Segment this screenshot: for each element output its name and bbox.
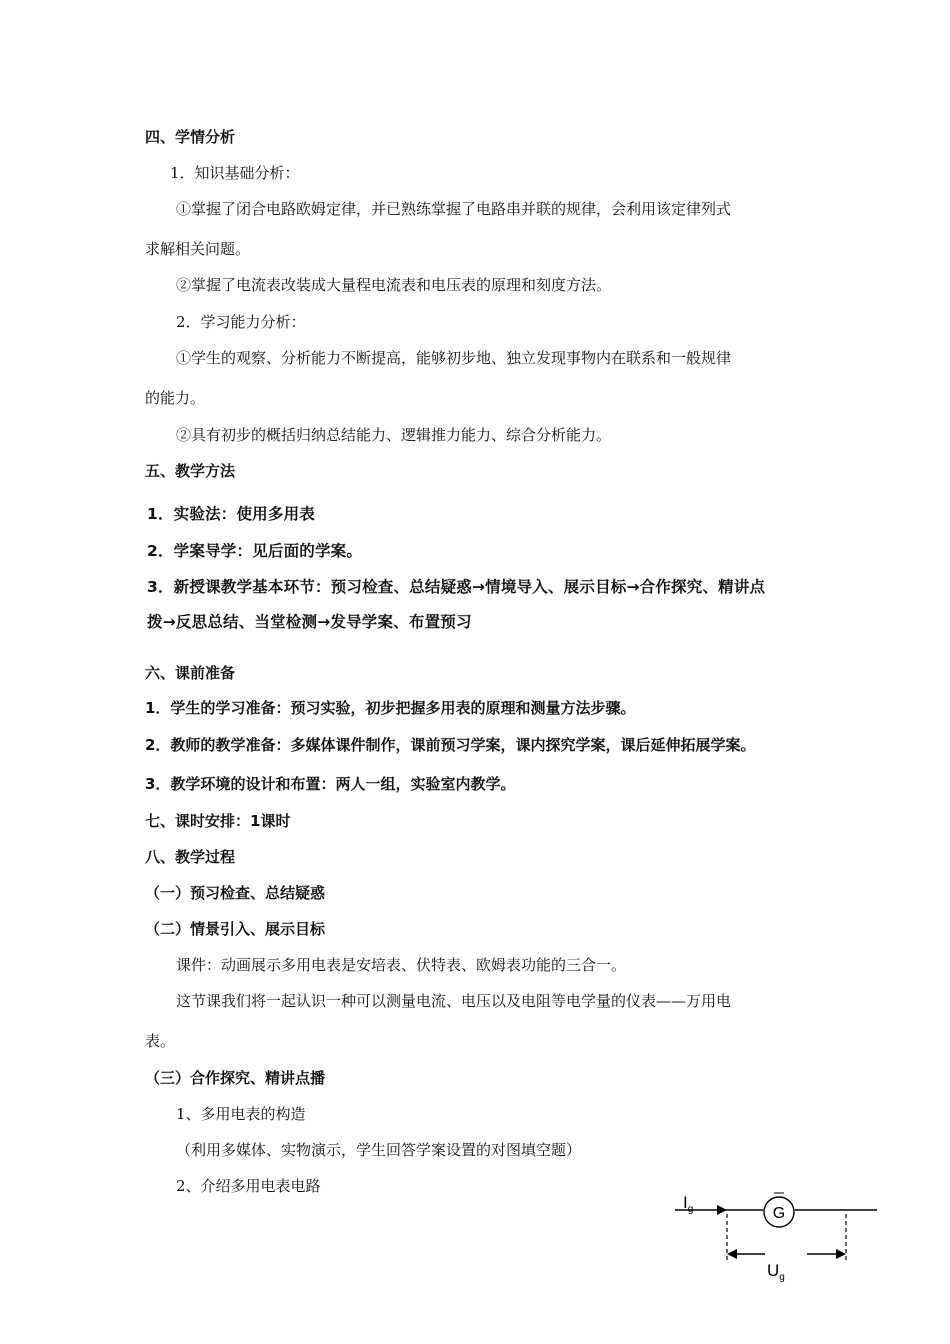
section-8-step-2: （二）情景引入、展示目标 (145, 920, 326, 938)
section-8-para-1: 课件：动画展示多用电表是安培表、伏特表、欧姆表功能的三合一。 (176, 956, 627, 974)
galvanometer-label: G (772, 1205, 786, 1222)
section-6-title: 六、课前准备 (145, 664, 236, 682)
section-8-para-2-line-1: 这节课我们将一起认识一种可以测量电流、电压以及电阻等电学量的仪表——万用电 (176, 992, 732, 1010)
voltage-arrow-left-icon (727, 1249, 737, 1259)
section-8-title: 八、教学过程 (145, 848, 236, 866)
section-6-item-1: 1．学生的学习准备：预习实验，初步把握多用表的原理和测量方法步骤。 (145, 699, 636, 717)
section-8-para-2-line-2: 表。 (145, 1032, 176, 1050)
voltage-label: $U_g$ (767, 1261, 785, 1283)
current-arrow-icon (717, 1205, 727, 1215)
section-8-step-3: （三）合作探究、精讲点播 (145, 1069, 326, 1087)
section-4-sub-1: 1．知识基础分析： (170, 164, 300, 182)
section-5-title: 五、教学方法 (145, 462, 236, 480)
section-7-title: 七、课时安排：1课时 (145, 812, 291, 830)
section-4-title: 四、学情分析 (145, 128, 236, 146)
section-8-sub-1-note: （利用多媒体、实物演示，学生回答学案设置的对图填空题） (176, 1141, 582, 1159)
section-4-para-4: ②具有初步的概括归纳总结能力、逻辑推力能力、综合分析能力。 (176, 426, 612, 444)
section-8-step-1: （一）预习检查、总结疑惑 (145, 884, 326, 902)
current-label: $I_g$ (683, 1193, 694, 1215)
galvanometer-circuit-diagram (675, 1188, 885, 1288)
section-6-item-2: 2．教师的教学准备：多媒体课件制作，课前预习学案，课内探究学案，课后延伸拓展学案。 (145, 736, 756, 754)
section-4-para-3-line-2: 的能力。 (145, 389, 206, 407)
section-5-item-2: 2．学案导学：见后面的学案。 (147, 542, 363, 560)
section-6-item-3: 3．教学环境的设计和布置：两人一组，实验室内教学。 (145, 775, 516, 793)
section-4-para-1-line-1: ①掌握了闭合电路欧姆定律，并已熟练掌握了电路串并联的规律，会利用该定律列式 (176, 200, 732, 218)
section-4-para-3-line-1: ①学生的观察、分析能力不断提高，能够初步地、独立发现事物内在联系和一般规律 (176, 349, 732, 367)
section-4-para-1-line-2: 求解相关问题。 (145, 240, 251, 258)
section-5-item-1: 1．实验法：使用多用表 (147, 505, 315, 523)
section-8-sub-2: 2、介绍多用电表电路 (176, 1177, 321, 1195)
section-5-item-3-line-2: 拨→反思总结、当堂检测→发导学案、布置预习 (147, 613, 472, 631)
section-4-para-2: ②掌握了电流表改装成大量程电流表和电压表的原理和刻度方法。 (176, 276, 612, 294)
section-8-sub-1: 1、多用电表的构造 (176, 1105, 306, 1123)
section-4-sub-2: 2．学习能力分析： (176, 313, 306, 331)
voltage-arrow-right-icon (836, 1249, 846, 1259)
section-5-item-3-line-1: 3．新授课教学基本环节：预习检查、总结疑惑→情境导入、展示目标→合作探究、精讲点 (147, 578, 766, 596)
